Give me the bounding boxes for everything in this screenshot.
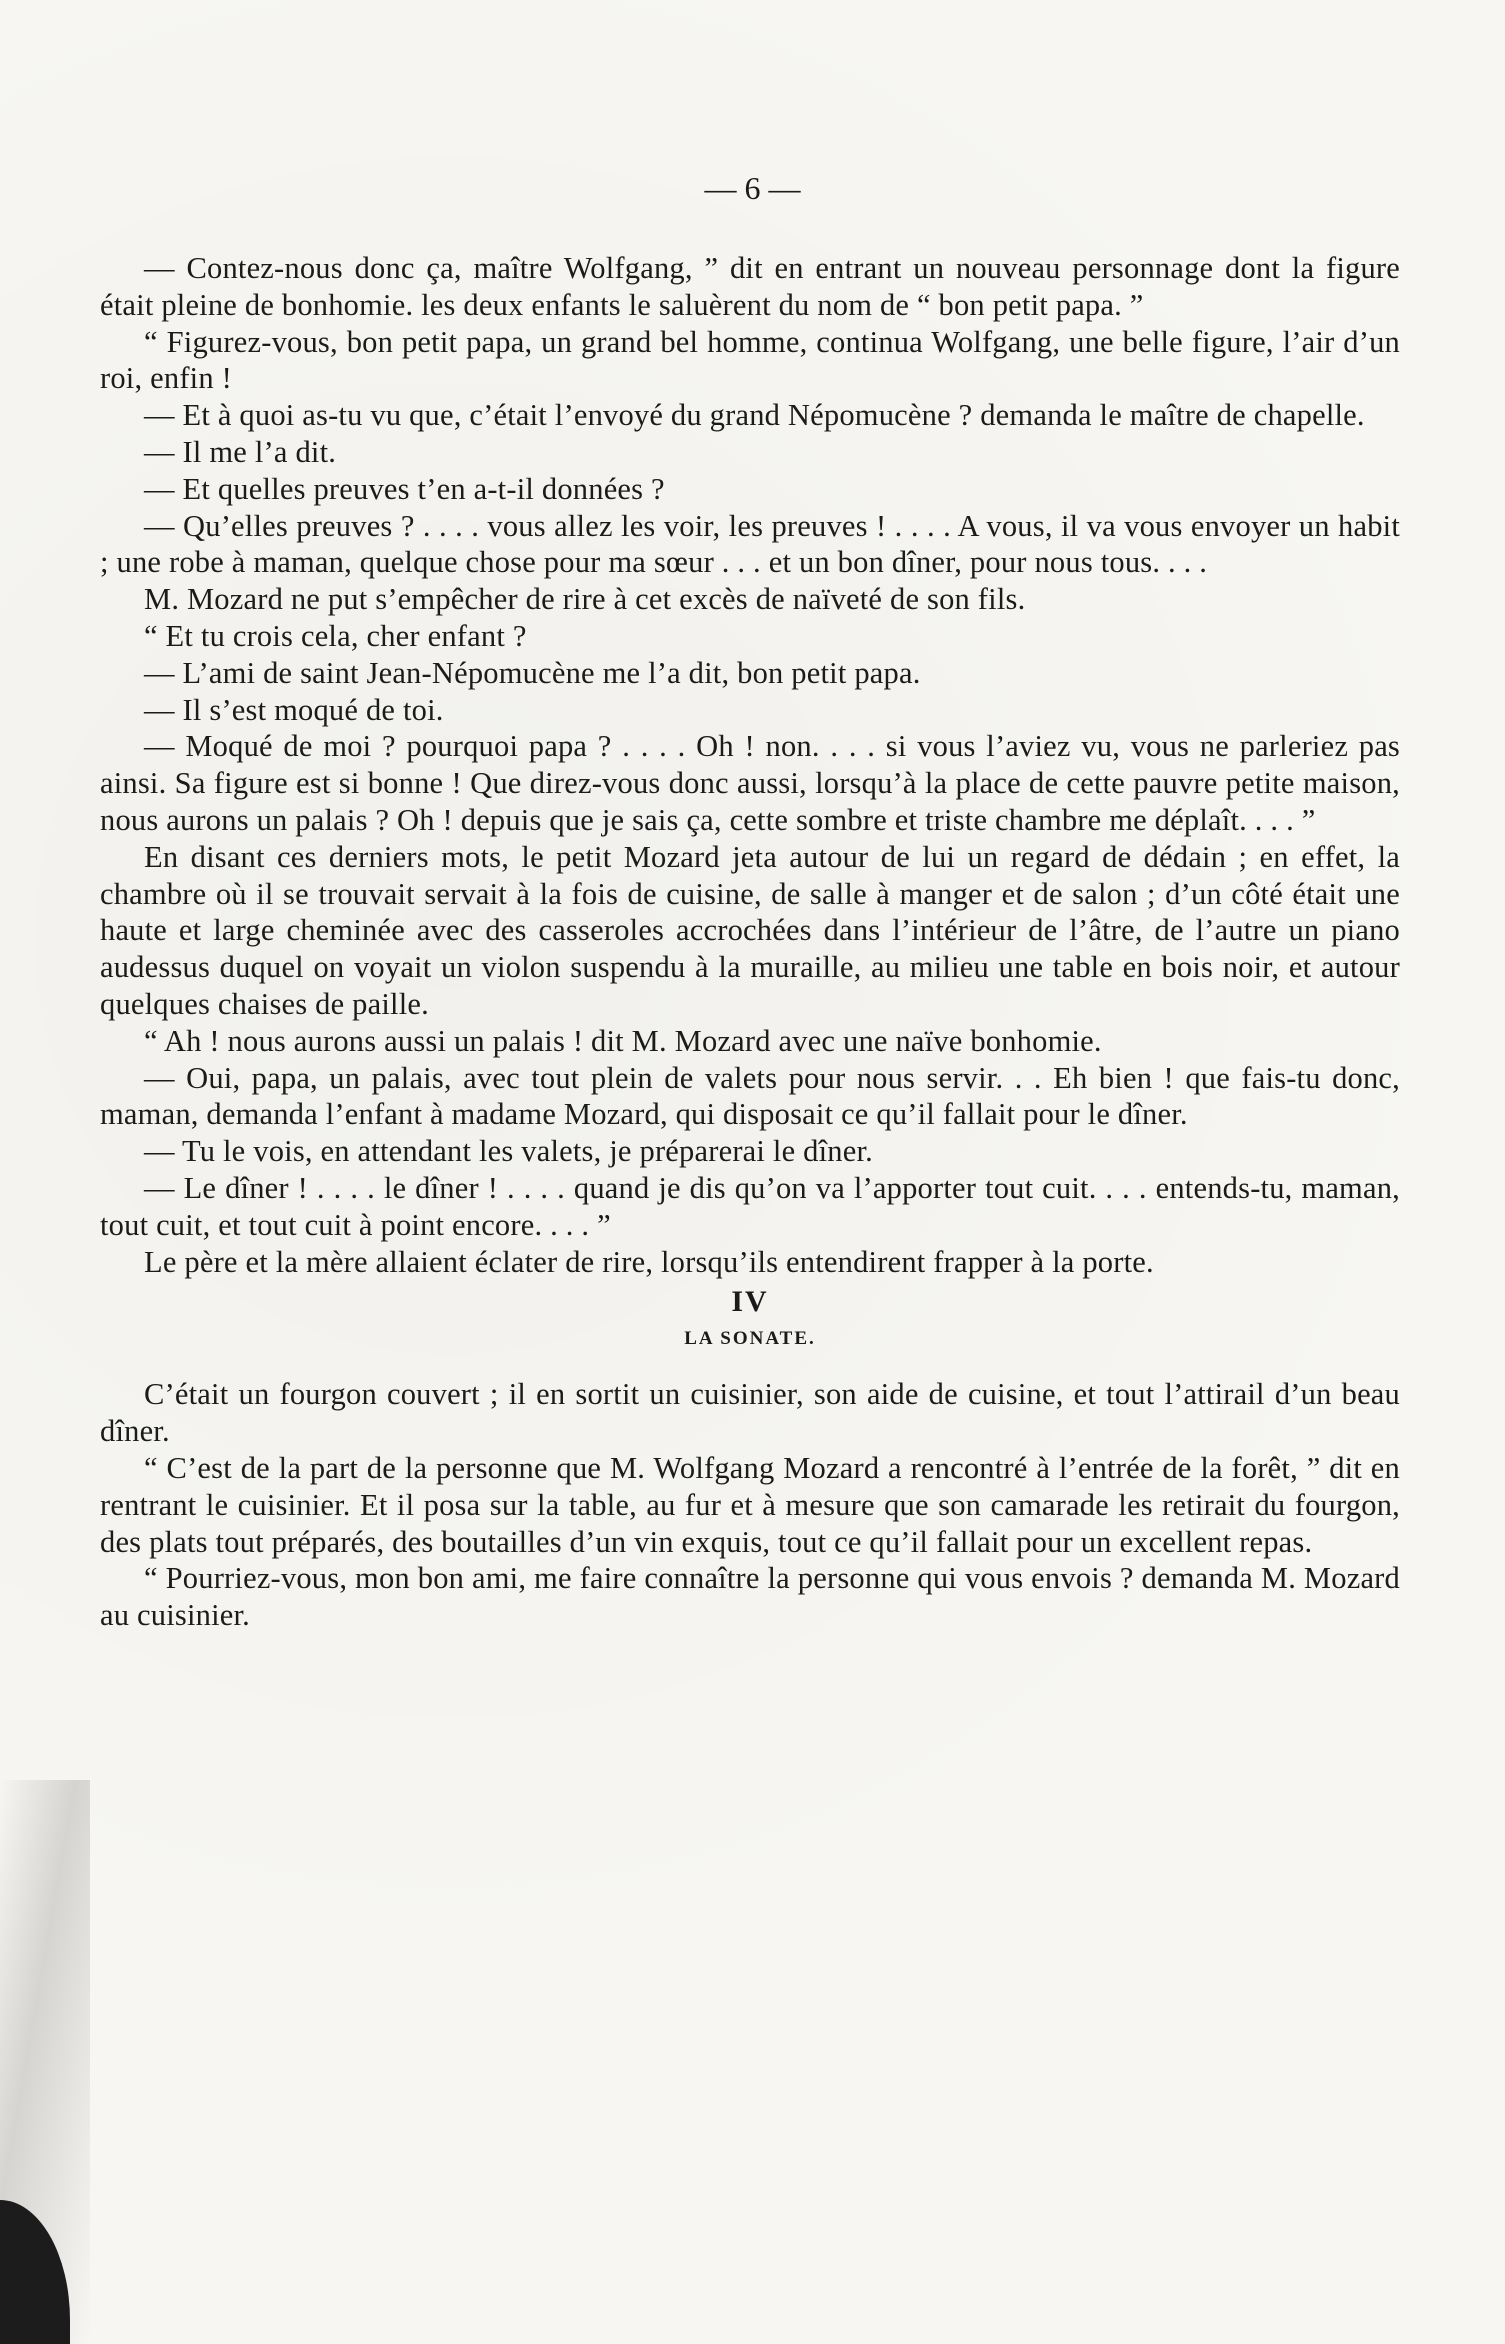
paragraph: — Qu’elles preuves ? . . . . vous allez les voir, les preuves ! . . . . A vous, il va vous envoyer un habit ; une robe à maman, quelque chose pour ma sœur . . . et un bon dîner, pour nous tous. . . .: [100, 508, 1400, 580]
paragraph: — L’ami de saint Jean-Népomucène me l’a dit, bon petit papa.: [144, 655, 921, 690]
paragraph: M. Mozard ne put s’empêcher de rire à cet excès de naïveté de son fils.: [144, 582, 1026, 617]
chapter-number: IV: [731, 1285, 769, 1319]
paragraph: — Tu le vois, en attendant les valets, je préparerai le dîner.: [144, 1134, 873, 1169]
paragraph: “ Ah ! nous aurons aussi un palais ! dit M. Mozard avec une naïve bonhomie.: [144, 1023, 1102, 1058]
paragraph: En disant ces derniers mots, le petit Mozard jeta autour de lui un regard de dédain ; en effet, la chambre où il se trouvait servait à la fois de cuisine, de salle à manger et de salon ; d’un côté était une haute et large cheminée avec des casseroles accrochées dans l’intérieur de l’âtre, de l’autre un piano audessus duquel on voyait un violon suspendu à la muraille, au milieu une table en bois noir, et autour quelques chaises de paille.: [100, 839, 1400, 1021]
paragraph: — Et à quoi as-tu vu que, c’était l’envoyé du grand Népomucène ? demanda le maître de chapelle.: [144, 398, 1365, 433]
paragraph: — Il me l’a dit.: [144, 434, 337, 469]
paragraph: — Contez-nous donc ça, maître Wolfgang, ” dit en entrant un nouveau personnage dont la figure était pleine de bonhomie. les deux enfants le saluèrent du nom de “ bon petit papa. ”: [100, 251, 1400, 322]
paragraph: — Oui, papa, un palais, avec tout plein de valets pour nous servir. . . Eh bien ! que fais-tu donc, maman, demanda l’enfant à madame Mozard, qui disposait ce qu’il fallait pour le dîner.: [100, 1060, 1400, 1132]
paragraph: “ Pourriez-vous, mon bon ami, me faire connaître la personne qui vous envois ? demanda M. Mozard au cuisinier.: [100, 1561, 1400, 1633]
paragraph: “ Figurez-vous, bon petit papa, un grand bel homme, continua Wolfgang, une belle figure, l’air d’un roi, enfin !: [100, 324, 1400, 396]
chapter-title: LA SONATE.: [684, 1328, 816, 1350]
body-text: [100, 250, 1400, 1634]
paragraph: — Le dîner ! . . . . le dîner ! . . . . quand je dis qu’on va l’apporter tout cuit. . . . entends-tu, maman, tout cuit, et tout cuit à point encore. . . . ”: [100, 1170, 1400, 1242]
paragraph: Le père et la mère allaient éclater de rire, lorsqu’ils entendirent frapper à la porte.: [144, 1244, 1154, 1279]
paragraph: “ C’est de la part de la personne que M. Wolfgang Mozard a rencontré à l’entrée de la forêt, ” dit en rentrant le cuisinier. Et il posa sur la table, au fur et à mesure que son camarade les retirait du fourgon, des plats tout préparés, des boutailles d’un vin exquis, tout ce qu’il fallait pour un excellent repas.: [100, 1450, 1400, 1559]
page-number: — 6 —: [704, 170, 801, 206]
paragraph: — Moqué de moi ? pourquoi papa ? . . . . Oh ! non. . . . si vous l’aviez vu, vous ne parleriez pas ainsi. Sa figure est si bonne ! Que direz-vous donc aussi, lorsqu’à la place de cette pauvre petite maison, nous aurons un palais ? Oh ! depuis que je sais ça, cette sombre et triste chambre me déplaît. . . . ”: [100, 729, 1400, 837]
paragraph: — Il s’est moqué de toi.: [144, 692, 444, 727]
paragraph: “ Et tu crois cela, cher enfant ?: [144, 618, 527, 653]
paragraph: C’était un fourgon couvert ; il en sortit un cuisinier, son aide de cuisine, et tout l’attirail d’un beau dîner.: [100, 1377, 1400, 1449]
paragraph: — Et quelles preuves t’en a-t-il données ?: [144, 471, 665, 506]
